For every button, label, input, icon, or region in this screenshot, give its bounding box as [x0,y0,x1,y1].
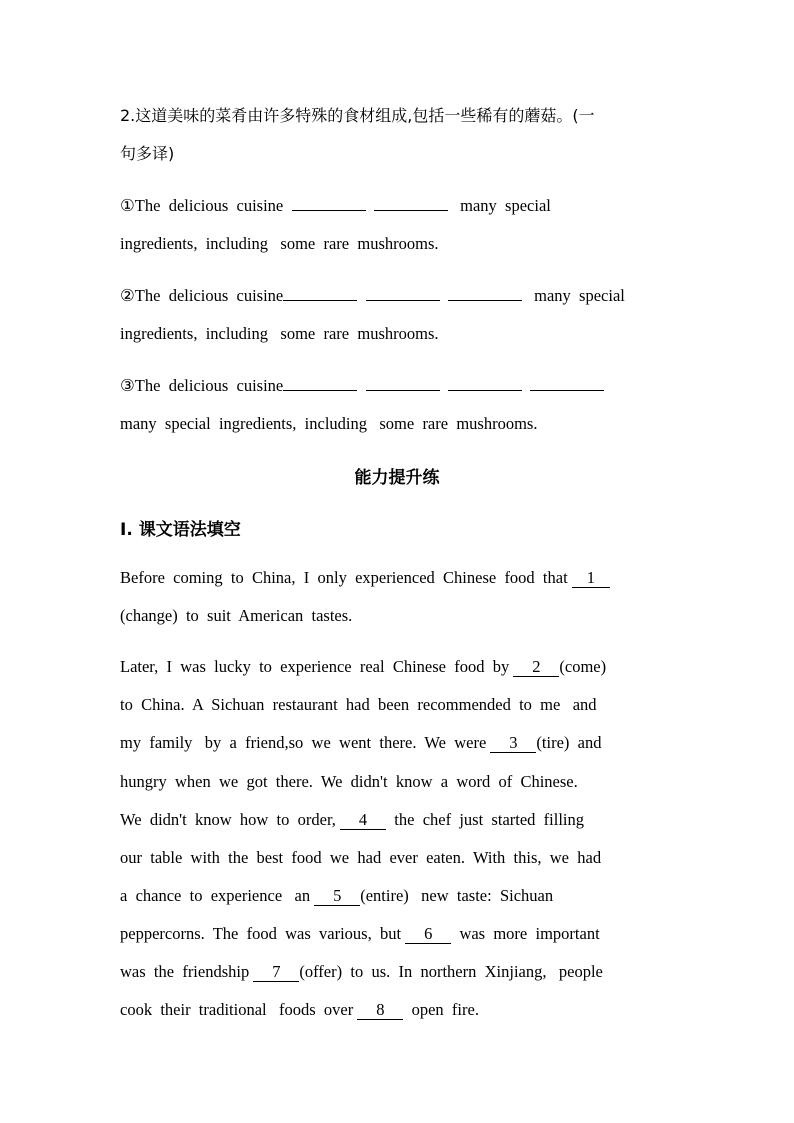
passage-text: the chef just started filling [386,810,584,829]
translation-option-1-line2: ingredients, including some rare mushrooms. [120,234,439,253]
answer-blank[interactable] [374,196,448,211]
option-lead-text: The delicious cuisine [134,196,284,215]
passage-text: Before coming to China, I only experienced Chinese food that [120,568,572,587]
passage-text: was the friendship [120,962,254,981]
blank-4[interactable]: 4 [340,811,386,830]
blank-5[interactable]: 5 [314,887,360,906]
translation-option-3-line1 [120,376,604,396]
passage-line [120,657,606,677]
passage-line [120,810,584,830]
option-marker: ① [120,196,135,215]
passage-line [120,962,603,982]
passage-line: (change) to suit American tastes. [120,606,353,625]
translation-option-3-line2: many special ingredients, including some rare mushrooms. [120,414,538,433]
passage-line: hungry when we got there. We didn't know a word of Chinese. [120,772,578,791]
translation-option-2-line2: ingredients, including some rare mushrooms. [120,324,439,343]
blank-3[interactable]: 3 [490,734,536,753]
option-tail-text: many special [460,196,551,215]
passage-text: (offer) to us. In northern Xinjiang, people [299,962,603,981]
passage-line [120,924,600,944]
passage-line [120,568,610,588]
option-marker: ③ [120,376,135,395]
answer-blank[interactable] [366,286,440,301]
blank-2[interactable]: 2 [513,658,559,677]
passage-text: (tire) and [536,733,602,752]
passage-text: Later, I was lucky to experience real Chinese food by [120,657,514,676]
option-lead-text: The delicious cuisine [134,376,284,395]
passage-line [120,1000,479,1020]
translation-prompt-line1: 2.这道美味的菜肴由许多特殊的食材组成,包括一些稀有的蘑菇。(一 [120,106,595,125]
exercise-heading: Ⅰ. 课文语法填空 [120,520,241,540]
option-tail-text: many special [534,286,625,305]
passage-text: peppercorns. The food was various, but [120,924,406,943]
passage-line [120,733,601,753]
blank-7[interactable]: 7 [253,963,299,982]
translation-option-2-line1 [120,286,625,306]
passage-text: open fire. [403,1000,479,1019]
option-lead-text: The delicious cuisine [134,286,284,305]
answer-blank[interactable] [283,376,357,391]
answer-blank[interactable] [283,286,357,301]
passage-text: (entire) new taste: Sichuan [360,886,554,905]
blank-1[interactable]: 1 [572,569,610,588]
option-marker: ② [120,286,135,305]
translation-option-1-line1 [120,196,551,216]
blank-8[interactable]: 8 [357,1001,403,1020]
answer-blank[interactable] [292,196,366,211]
answer-blank[interactable] [530,376,604,391]
passage-text: my family by a friend,so we went there. We were [120,733,491,752]
answer-blank[interactable] [448,376,522,391]
blank-6[interactable]: 6 [405,925,451,944]
passage-line [120,886,553,906]
passage-text: cook their traditional foods over [120,1000,358,1019]
passage-text: We didn't know how to order, [120,810,341,829]
passage-text: a chance to experience an [120,886,315,905]
section-title: 能力提升练 [354,468,440,488]
answer-blank[interactable] [448,286,522,301]
passage-text: was more important [451,924,600,943]
translation-prompt-line2: 句多译) [120,144,175,163]
answer-blank[interactable] [366,376,440,391]
passage-text: (come) [559,657,607,676]
passage-line: to China. A Sichuan restaurant had been recommended to me and [120,695,597,714]
passage-line: our table with the best food we had ever eaten. With this, we had [120,848,602,867]
